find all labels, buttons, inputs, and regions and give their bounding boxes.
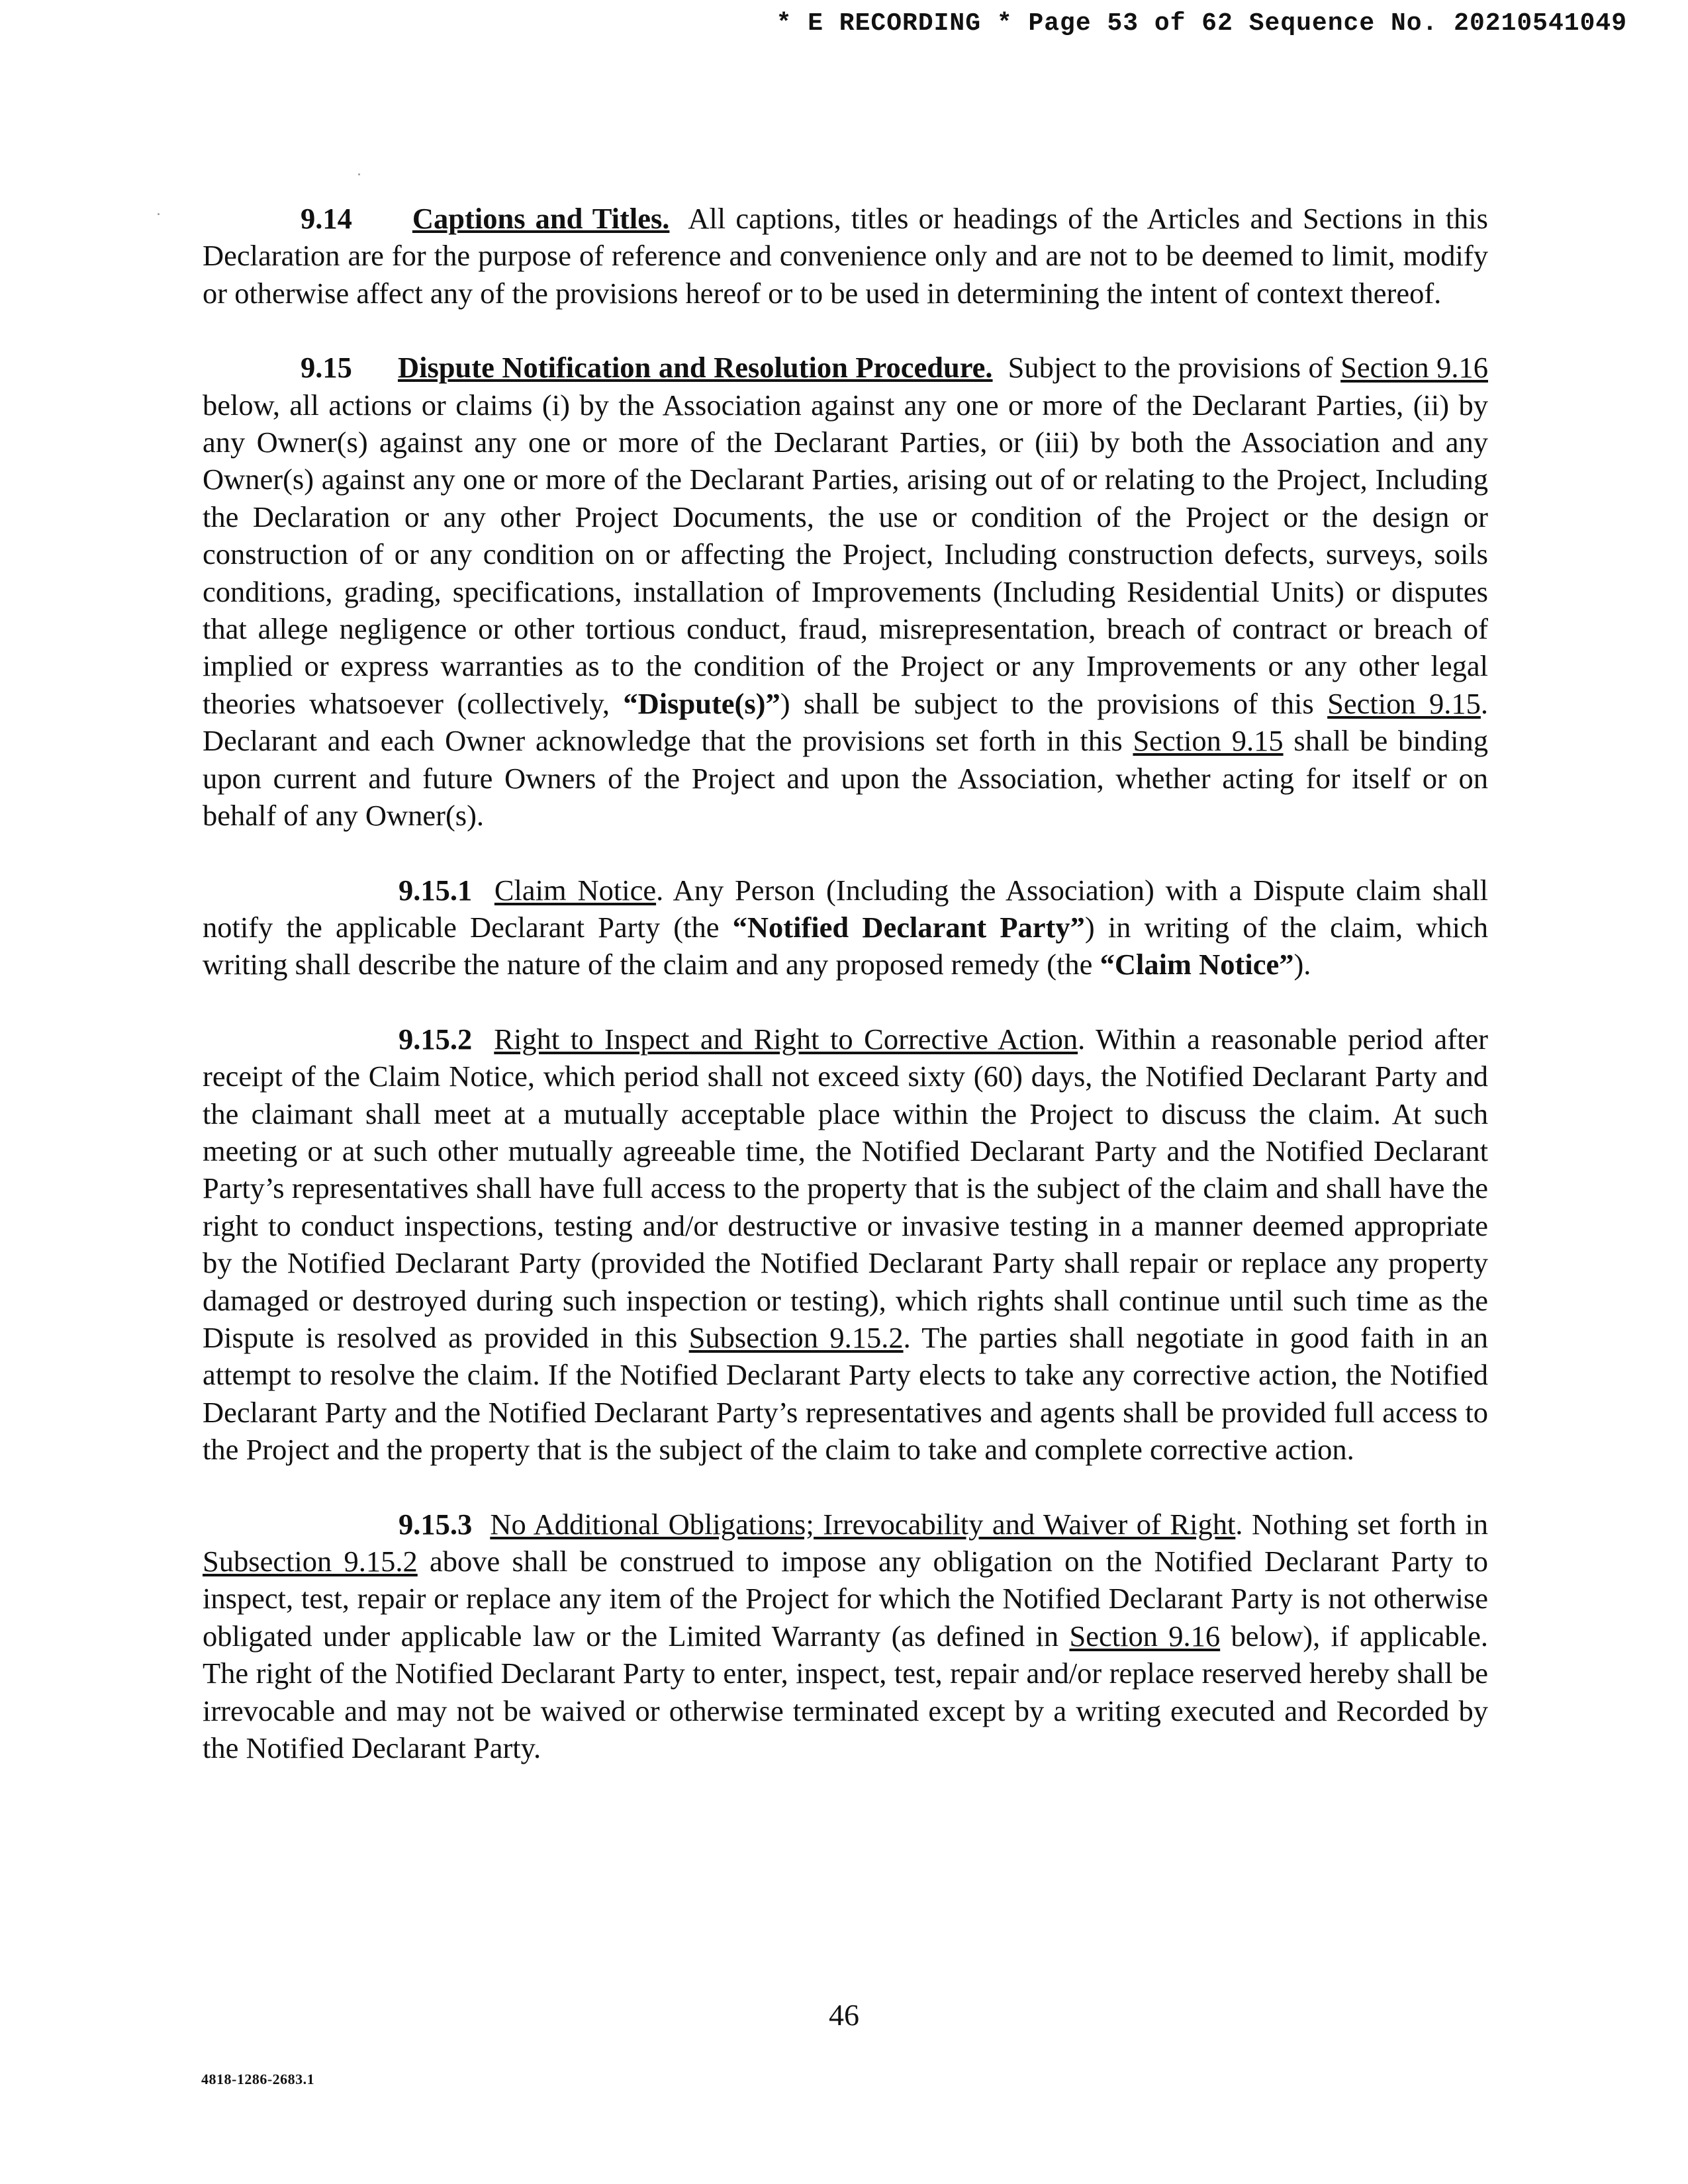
section-9-15: [203, 349, 1488, 834]
section-text: ) in writing of the claim, which writing shall describe the nature of the claim and any proposed remedy (the: [203, 910, 1489, 981]
section-title: Dispute Notification and Resolution Procedure.: [397, 351, 993, 385]
page-number: 46: [829, 1998, 859, 2032]
section-text: below), if applicable. The right of the Notified Declarant Party to enter, inspect, test, repair and/or replace reserved hereby shall be irrevocable and may not be waived or otherwise terminated except by a writing executed and Recorded by the Notified Declarant Party.: [203, 1619, 1488, 1765]
section-text: ).: [1293, 948, 1311, 981]
section-reference: Section 9.16: [1340, 351, 1488, 385]
document-id: 4818-1286-2683.1: [201, 2071, 315, 2087]
section-title: No Additional Obligations; Irrevocability and Waiver of Right: [490, 1507, 1236, 1541]
section-text: below, all actions or claims (i) by the Association against any one or more of the Declarant Parties, (ii) by any Owner(s) against any one or more of the Declarant Parties, or (iii) by both the Association and any Owner(s) against any one or more of the Declarant Parties, arising out of or relating to the Project, Including the Declaration or any other Project Documents, the use or condition of the Project or the design or construction of or any condition on or affecting the Project, Including construction defects, surveys, soils conditions, grading, specifications, installation of Improvements (Including Residential Units) or disputes that allege negligence or other tortious conduct, fraud, misrepresentation, breach of contract or breach of implied or express warranties as to the condition of the Project or any Improvements or any other legal theories whatsoever (collectively,: [203, 388, 1488, 720]
section-text: . Within a reasonable period after receipt of the Claim Notice, which period shall not exceed sixty (60) days, the Notified Declarant Party and the claimant shall meet at a mutually acceptable place within the Project to discuss the claim. At such meeting or at such other mutually agreeable time, the Notified Declarant Party and the Notified Declarant Party’s representatives shall have full access to the property that is the subject of the claim and shall have the right to conduct inspections, testing and/or destructive or invasive testing in a manner deemed appropriate by the Notified Declarant Party (provided the Notified Declarant Party shall repair or replace any property damaged or destroyed during such inspection or testing), which rights shall continue until such time as the Dispute is resolved as provided in this: [203, 1022, 1489, 1354]
scan-speck: [358, 173, 360, 175]
recording-header: * E RECORDING * Page 53 of 62 Sequence No. 20210541049: [776, 9, 1627, 38]
section-reference: Section 9.16: [1069, 1619, 1221, 1653]
section-text: ) shall be subject to the provisions of this: [780, 686, 1314, 720]
section-title: Right to Inspect and Right to Corrective Action: [494, 1022, 1078, 1056]
subsection-9-15-2: [203, 1021, 1488, 1469]
section-text: . Any Person (Including the Association) with a Dispute claim shall notify the applicable Declarant Party (the: [203, 873, 1489, 944]
defined-term: “Dispute(s)”: [623, 686, 780, 720]
section-number: 9.15: [301, 351, 352, 385]
section-number: 9.14: [301, 202, 352, 235]
section-number: 9.15.3: [399, 1507, 473, 1541]
section-text: . Nothing set forth in: [1235, 1507, 1488, 1541]
scan-speck: [158, 213, 160, 215]
subsection-9-15-3: [203, 1506, 1488, 1767]
section-text: All captions, titles or headings of the Articles and Sections in this Declaration are for the purpose of reference and convenience only and are not to be deemed to limit, modify or otherwise affect any of the provisions hereof or to be used in determining the intent of context thereof.: [203, 202, 1488, 310]
section-number: 9.15.1: [399, 873, 473, 907]
document-body: [203, 200, 1488, 1803]
defined-term: “Notified Declarant Party”: [732, 910, 1085, 944]
defined-term: “Claim Notice”: [1100, 948, 1294, 981]
section-text: . Declarant and each Owner acknowledge that the provisions set forth in this: [203, 686, 1489, 758]
section-title: Claim Notice: [494, 873, 657, 907]
section-text: Subject to the provisions of: [1008, 351, 1333, 385]
section-title: Captions and Titles.: [412, 202, 670, 235]
section-reference: Subsection 9.15.2: [203, 1545, 418, 1578]
section-reference: Section 9.15: [1327, 686, 1481, 720]
section-reference: Section 9.15: [1133, 724, 1284, 758]
section-reference: Subsection 9.15.2: [688, 1320, 904, 1354]
section-9-14: [203, 200, 1488, 312]
section-text: . The parties shall negotiate in good faith in an attempt to resolve the claim. If the Notified Declarant Party elects to take any corrective action, the Notified Declarant Party and the Notified Declarant Party’s representatives and agents shall be provided full access to the Project and the property that is the subject of the claim to take and complete corrective action.: [203, 1320, 1488, 1467]
section-number: 9.15.2: [399, 1022, 473, 1056]
section-text: above shall be construed to impose any obligation on the Notified Declarant Party to inspect, test, repair or replace any item of the Project for which the Notified Declarant Party is not otherwise obligated under applicable law or the Limited Warranty (as defined in: [203, 1545, 1489, 1653]
subsection-9-15-1: [203, 872, 1488, 983]
section-text: shall be binding upon current and future Owners of the Project and upon the Association, whether acting for itself or on behalf of any Owner(s).: [203, 724, 1489, 833]
